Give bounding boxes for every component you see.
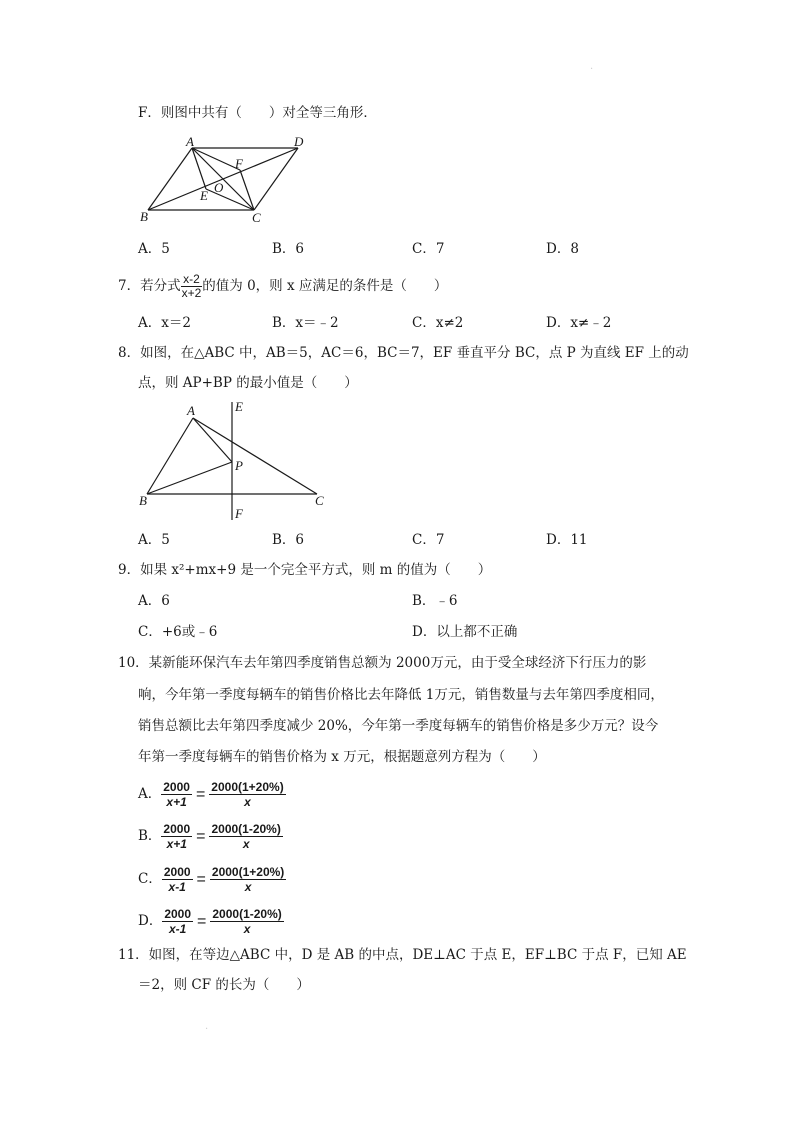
q6-label-F: F: [235, 156, 243, 171]
q8-label-A: A: [187, 403, 195, 418]
q8-option-c: C．7: [412, 532, 445, 548]
q10-a-rhs-num: 2000(1+20%): [211, 780, 284, 794]
q10-b-lhs: [161, 822, 192, 851]
q8-label-P: P: [235, 458, 243, 473]
q6-label-A: A: [186, 134, 194, 149]
q10-b-lhs-den: x+1: [166, 837, 187, 851]
q9-text: 9．如果 x²+mx+9 是一个完全平方式，则 m 的值为（ ）: [118, 562, 492, 578]
q10-a-lhs: [161, 780, 192, 809]
q6-label-B: B: [140, 209, 148, 224]
q10-b-lhs-num: 2000: [163, 822, 191, 836]
q9-option-b: B．﹣6: [412, 593, 458, 609]
q6-option-a: A．5: [138, 241, 170, 257]
q10-option-c: [138, 861, 286, 898]
q10-line2: 响，今年第一季度每辆车的销售价格比去年降低 1万元，销售数量与去年第四季度相同，: [138, 687, 664, 703]
q10-d-rhs-den: x: [243, 922, 251, 936]
q10-d-equals: =: [197, 912, 207, 930]
q10-c-rhs-num: 2000(1+20%): [211, 865, 285, 879]
q10-d-lhs: [162, 907, 193, 936]
q11-line2: ＝2，则 CF 的长为（ ）: [138, 977, 310, 993]
q8-line2: 点，则 AP+BP 的最小值是（ ）: [138, 375, 358, 391]
q10-option-b: [138, 818, 283, 855]
q11-line1: 11．如图，在等边△ABC 中，D 是 AB 的中点，DE⊥AC 于点 E，EF⊥BC 于点 F，已知 AE: [118, 947, 687, 963]
q6-label-E: E: [200, 188, 208, 203]
q10-d-lhs-den: x-1: [169, 922, 187, 936]
q10-d-lhs-num: 2000: [164, 907, 192, 921]
q10-option-a: [138, 776, 286, 813]
q10-line3: 销售总额比去年第四季度减少 20%，今年第一季度每辆车的销售价格是多少万元？设今: [138, 718, 659, 734]
q10-c-rhs: [210, 865, 286, 894]
q8-option-a: A．5: [138, 532, 170, 548]
q10-c-lhs: [162, 865, 193, 894]
q8-label-C: C: [315, 493, 324, 508]
q10-d-rhs-num: 2000(1-20%): [212, 907, 282, 921]
q8-line1: 8．如图，在△ABC 中，AB＝5，AC＝6，BC＝7，EF 垂直平分 BC，点 P 为直线 EF 上的动: [118, 345, 689, 361]
q10-a-rhs-den: x: [244, 795, 251, 809]
q10-option-a-label: A．: [138, 786, 162, 802]
q10-b-equals: =: [196, 827, 206, 845]
q10-d-rhs: [210, 907, 283, 936]
q7-option-a: A．x＝2: [138, 315, 191, 331]
q6-option-d: D．8: [546, 241, 579, 257]
q7-frac-num: x-2: [181, 273, 203, 287]
q7-option-c: C．x≠2: [412, 315, 464, 331]
scan-speck: ·: [590, 64, 594, 75]
q8-label-E: E: [235, 399, 243, 414]
q7-prefix: 7．若分式: [118, 278, 181, 294]
q7-text: [118, 272, 447, 300]
q10-option-d: [138, 903, 284, 940]
q6-figure: [138, 134, 318, 230]
q8-figure: [135, 398, 335, 524]
q7-fraction: [181, 273, 203, 300]
q10-b-rhs-den: x: [242, 837, 250, 851]
q6-option-b: B．6: [272, 241, 305, 257]
q10-b-rhs-num: 2000(1-20%): [211, 822, 281, 836]
q10-a-equals: =: [195, 785, 206, 803]
q7-option-d: D．x≠﹣2: [546, 315, 612, 331]
q10-c-rhs-den: x: [244, 880, 252, 894]
q10-a-lhs-den: x+1: [166, 795, 187, 809]
q10-line4: 年第一季度每辆车的销售价格为 x 万元，根据题意列方程为（ ）: [138, 749, 546, 765]
q9-option-d: D．以上都不正确: [412, 624, 518, 640]
q7-option-b: B．x＝﹣2: [272, 315, 339, 331]
q6-text: F．则图中共有（ ）对全等三角形．: [138, 105, 377, 121]
q10-c-equals: =: [196, 870, 206, 888]
q8-option-d: D．11: [546, 532, 588, 548]
q6-label-C: C: [252, 210, 261, 225]
q10-option-d-label: D．: [138, 913, 163, 929]
q9-option-c: C．+6或﹣6: [138, 624, 218, 640]
q8-label-B: B: [139, 493, 147, 508]
q6-label-D: D: [294, 134, 304, 149]
q8-label-F: F: [235, 506, 243, 521]
q7-frac-den: x+2: [181, 286, 202, 300]
q6-option-c: C．7: [412, 241, 445, 257]
q10-a-rhs: [209, 780, 285, 809]
q10-line1: 10．某新能环保汽车去年第四季度销售总额为 2000万元，由于受全球经济下行压力的影: [118, 655, 647, 671]
q10-c-lhs-den: x-1: [168, 880, 186, 894]
q8-option-b: B．6: [272, 532, 305, 548]
q10-option-c-label: C．: [138, 871, 162, 887]
scan-speck: ·: [205, 1024, 209, 1035]
q10-option-b-label: B．: [138, 828, 162, 844]
q7-suffix: 的值为 0，则 x 应满足的条件是（ ）: [202, 278, 448, 294]
q10-c-lhs-num: 2000: [163, 865, 191, 879]
q10-a-lhs-num: 2000: [163, 780, 190, 794]
q6-label-O: O: [214, 180, 224, 195]
q10-b-rhs: [209, 822, 282, 851]
q9-option-a: A．6: [138, 593, 170, 609]
